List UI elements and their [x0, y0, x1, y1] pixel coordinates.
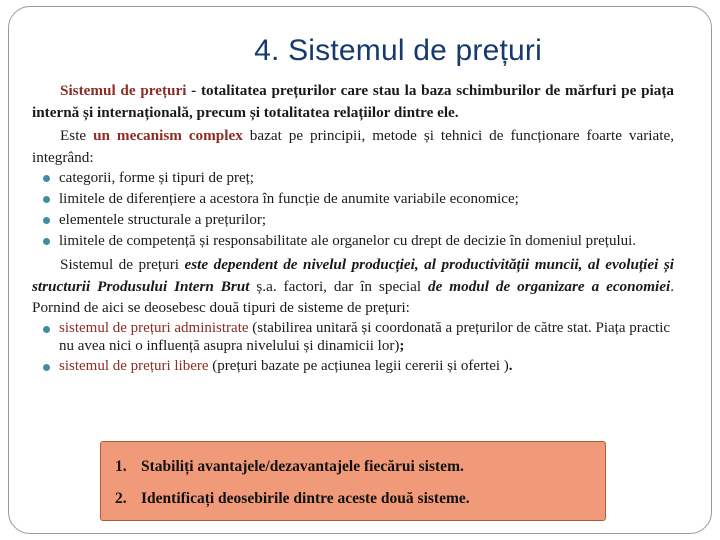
mechanism-pre: Este [60, 127, 94, 144]
definition-text: - totalitatea prețurilor care stau la baza schimburilor de mărfuri pe piața internă și internațională, precum și totalitatea relațiilor dintre ele. [32, 82, 674, 121]
slide-title: 4. Sistemul de prețuri [254, 34, 542, 67]
type-name: sistemul de prețuri libere [59, 357, 209, 374]
definition-term: Sistemul de prețuri [60, 82, 187, 99]
types-list [32, 319, 674, 375]
definition-paragraph [32, 80, 674, 123]
bullet-icon [43, 364, 50, 371]
list-item: sistemul de prețuri libere (prețuri bazate pe acțiunea legii cererii și ofertei ). [32, 357, 674, 375]
bullet-icon [43, 196, 50, 203]
dependence-paragraph: Sistemul de prețuri este dependent de nivelul producției, al productivității muncii, al evoluției și structurii Produsului Intern Brut ș.a. factori, dar în special de modul de organizare a economiei. Pornind de aici se deosebesc două tipuri de sisteme de prețuri: [32, 256, 674, 316]
dependence-emphasis-2: de modul de organizare a economiei [428, 277, 671, 295]
mechanism-post: bazat pe principii, metode și tehnici de funcționare foarte variate, integrând: [32, 127, 674, 166]
task-box [100, 441, 606, 521]
task-item: 1. Stabiliți avantajele/dezavantajele fiecărui sistem. [115, 458, 464, 475]
slide-body [32, 80, 674, 375]
list-item: limitele de competență și responsabilitate ale organelor cu drept de decizie în domeniul prețului. [32, 231, 674, 252]
bullet-icon [43, 217, 50, 224]
bullet-icon [43, 326, 50, 333]
type-desc: (stabilirea unitară și coordonată a prețurilor de către stat. Piața practic nu avea nici o influență asupra nivelului și dinamicii lor) [59, 319, 671, 354]
integrates-list [32, 168, 674, 252]
bullet-icon [43, 238, 50, 245]
list-item: categorii, forme și tipuri de preț; [32, 168, 674, 189]
bullet-icon [43, 175, 50, 182]
type-name: sistemul de prețuri administrate [59, 319, 249, 336]
task-item: 2. Identificați deosebirile dintre aceste două sisteme. [115, 490, 470, 507]
type-desc: (prețuri bazate pe acțiunea legii cererii și ofertei ) [208, 357, 509, 374]
list-item: limitele de diferențiere a acestora în funcție de anumite variabile economice; [32, 189, 674, 210]
mechanism-paragraph [32, 125, 674, 168]
mechanism-highlight: un mecanism complex [93, 127, 243, 144]
dependence-emphasis-1: este dependent de nivelul producției, al productivității muncii, al evoluției și structurii Produsului Intern Brut [32, 256, 674, 295]
list-item: sistemul de prețuri administrate (stabilirea unitară și coordonată a prețurilor de către stat. Piața practic nu avea nici o influență asupra nivelului și dinamicii lor); [32, 319, 674, 355]
list-item: elementele structurale a prețurilor; [32, 210, 674, 231]
